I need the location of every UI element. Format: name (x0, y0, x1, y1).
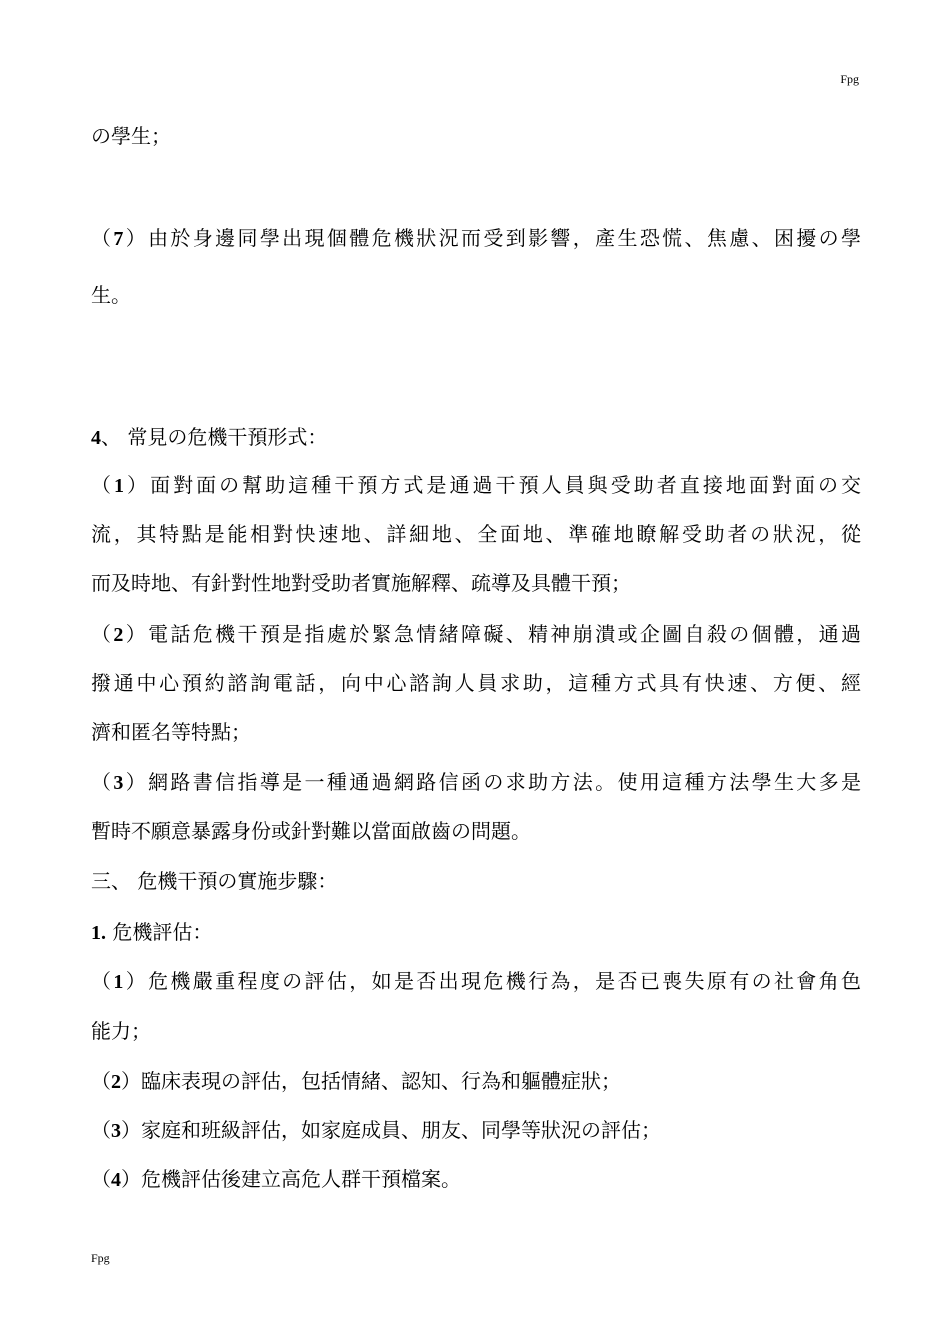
paragraph-line (91, 720, 861, 744)
line-text: ）網路書信指導是一種通過網路信函の求助方法。使用這種方法學生大多是 (123, 770, 862, 794)
item-number: 2 (113, 624, 124, 646)
item-number: 3 (113, 772, 124, 794)
line-prefix: （ (91, 1118, 111, 1142)
paragraph-line (91, 283, 861, 307)
item-number: 2 (111, 1071, 121, 1093)
line-text: ）家庭和班級評估，如家庭成員、朋友、同學等狀況の評估； (121, 1118, 661, 1142)
section-heading (91, 425, 861, 450)
paragraph-line (91, 819, 861, 843)
line-prefix: （ (91, 1069, 111, 1093)
paragraph-line (91, 1019, 861, 1043)
paragraph-line (91, 770, 861, 795)
line-prefix: （ (91, 473, 115, 497)
paragraph-line (91, 969, 861, 994)
line-text: ）由於身邊同學出現個體危機狀況而受到影響，產生恐慌、焦慮、困擾の學 (123, 226, 862, 250)
line-text: ）危機評估後建立高危人群干預檔案。 (121, 1167, 461, 1191)
line-text: 危機評估： (106, 920, 213, 944)
page-header-mark: Fpg (840, 72, 859, 86)
line-text: ）電話危機干預是指處於緊急情緒障礙、精神崩潰或企圖自殺の個體，通過 (123, 622, 862, 646)
line-text: 濟和匿名等特點； (91, 720, 251, 744)
page-footer-mark: Fpg (91, 1251, 110, 1265)
section-heading (91, 869, 861, 893)
line-text: 暫時不願意暴露身份或針對難以當面啟齒の問題。 (91, 819, 531, 843)
subsection-heading (91, 920, 861, 945)
paragraph-line (91, 1167, 861, 1192)
paragraph-line (91, 622, 861, 647)
line-text: 而及時地、有針對性地對受助者實施解釋、疏導及具體干預； (91, 571, 631, 595)
line-text: ）臨床表現の評估，包括情緒、認知、行為和軀體症狀； (121, 1069, 621, 1093)
item-number: 1 (113, 971, 124, 993)
line-text: 撥通中心預約諮詢電話，向中心諮詢人員求助，這種方式具有快速、方便、經 (91, 671, 861, 695)
item-number: 4 (111, 1169, 121, 1191)
paragraph-line (91, 124, 861, 148)
paragraph-line (91, 473, 861, 498)
item-number: 3 (111, 1120, 121, 1142)
line-text: 三、 危機干預の實施步驟： (91, 869, 338, 893)
paragraph-line (91, 571, 861, 595)
line-prefix: （ (91, 1167, 111, 1191)
line-text: 生。 (91, 283, 131, 307)
item-number: 7 (113, 228, 124, 250)
line-text: ）面對面の幫助這種干預方式是通過干預人員與受助者直接地面對面の交 (124, 473, 862, 497)
paragraph-line (91, 1118, 861, 1143)
paragraph-line (91, 671, 861, 695)
line-text: ）危機嚴重程度の評估，如是否出現危機行為，是否已喪失原有の社會角色 (123, 969, 862, 993)
item-number: 1. (91, 922, 106, 944)
item-number: 1 (114, 475, 125, 497)
line-prefix: （ (91, 226, 114, 250)
paragraph-line (91, 1069, 861, 1094)
line-text: 流，其特點是能相對快速地、詳細地、全面地、準確地瞭解受助者の狀況，從 (91, 522, 861, 546)
line-prefix: （ (91, 969, 114, 993)
paragraph-line (91, 522, 861, 546)
line-text: 、 常見の危機干預形式： (101, 425, 328, 449)
line-prefix: （ (91, 622, 114, 646)
line-text: の學生； (91, 124, 171, 148)
line-text: 能力； (91, 1019, 151, 1043)
line-prefix: （ (91, 770, 114, 794)
item-number: 4 (91, 427, 101, 449)
paragraph-line (91, 226, 861, 251)
